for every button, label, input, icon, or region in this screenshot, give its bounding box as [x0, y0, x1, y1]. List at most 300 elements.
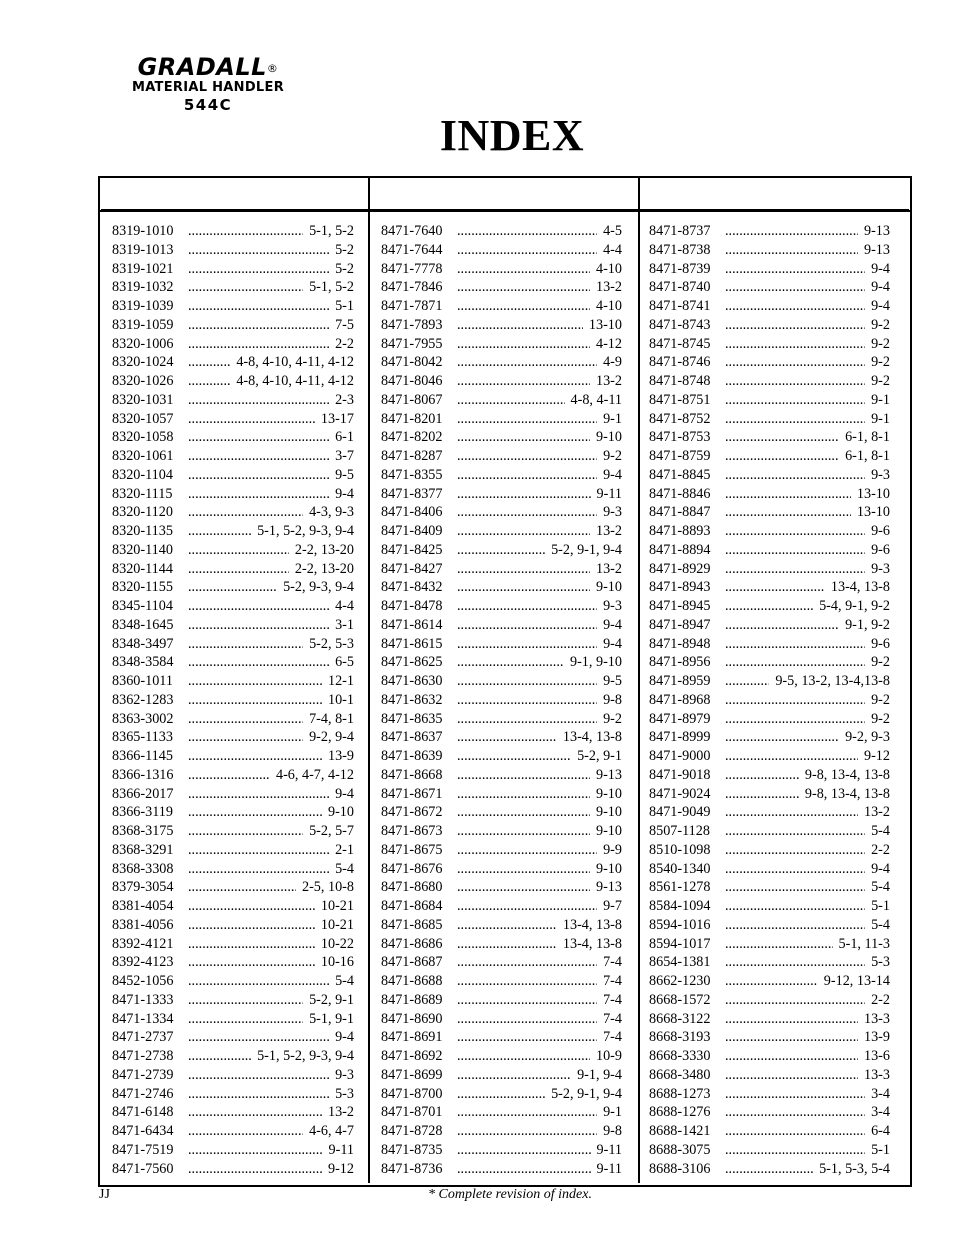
- page-references: 7-4: [600, 953, 622, 972]
- index-entry: [381, 372, 622, 391]
- part-number: 8471-2738: [112, 1048, 174, 1064]
- dot-leader: [188, 916, 315, 935]
- index-entry: [112, 728, 354, 747]
- dot-leader: [457, 297, 590, 316]
- index-entry: [649, 991, 890, 1010]
- part-number: 8381-4056: [112, 916, 174, 933]
- part-number: 8471-2739: [112, 1066, 174, 1083]
- dot-leader: [457, 447, 597, 466]
- page-references: 4-6, 4-7, 4-12: [273, 766, 354, 785]
- part-number: 8471-9018: [649, 766, 711, 783]
- index-entry: [381, 953, 622, 972]
- page-references: 9-2: [868, 653, 890, 672]
- index-entry: [112, 522, 354, 541]
- part-number: 8471-8377: [381, 485, 443, 502]
- index-entry: [381, 241, 622, 260]
- dot-leader: [725, 653, 865, 672]
- part-number: 8471-1333: [112, 991, 174, 1008]
- index-entry: [112, 616, 354, 635]
- part-number: 8471-8743: [649, 316, 711, 333]
- page-references: 9-3: [600, 503, 622, 522]
- page-references: 5-1: [868, 897, 890, 916]
- part-number: 8668-3193: [649, 1029, 711, 1046]
- dot-leader: [188, 1028, 329, 1047]
- dot-leader: [188, 241, 329, 260]
- part-number: 8688-3106: [649, 1160, 711, 1177]
- index-entry: [381, 410, 622, 429]
- page-references: 13-4, 13-8: [560, 935, 622, 954]
- part-number: 8688-1273: [649, 1085, 711, 1102]
- dot-leader: [457, 466, 597, 485]
- page-references: 9-2: [868, 691, 890, 710]
- dot-leader: [725, 1047, 858, 1066]
- page-references: 3-4: [868, 1085, 890, 1104]
- dot-leader: [457, 728, 557, 747]
- part-number: 8471-8738: [649, 241, 711, 258]
- part-number: 8320-1144: [112, 560, 173, 577]
- dot-leader: [457, 635, 597, 654]
- dot-leader: [457, 916, 557, 935]
- index-entry: [112, 278, 354, 297]
- part-number: 8471-8753: [649, 429, 711, 446]
- part-number: 8320-1026: [112, 373, 174, 389]
- part-number: 8471-8740: [649, 279, 711, 296]
- index-entry: [112, 410, 354, 429]
- index-entry: [381, 503, 622, 522]
- dot-leader: [457, 878, 590, 897]
- index-entry: [112, 766, 354, 785]
- page-references: 9-10: [593, 803, 622, 822]
- part-number: 8471-8635: [381, 710, 443, 727]
- dot-leader: [457, 391, 565, 410]
- part-number: 8594-1016: [649, 916, 711, 933]
- page-references: 5-2, 9-1, 9-4: [548, 541, 622, 560]
- page-references: 10-16: [318, 953, 354, 972]
- dot-leader: [188, 222, 303, 241]
- page-references: 5-2, 5-7: [306, 822, 354, 841]
- part-number: 8668-3480: [649, 1066, 711, 1083]
- index-entry: [112, 653, 354, 672]
- part-number: 8320-1120: [112, 504, 173, 521]
- dot-leader: [188, 616, 329, 635]
- dot-leader: [725, 541, 865, 560]
- part-number: 8471-8945: [649, 598, 711, 614]
- part-number: 8471-8478: [381, 598, 443, 614]
- page-references: 13-6: [861, 1047, 890, 1066]
- dot-leader: [457, 672, 597, 691]
- dot-leader: [725, 260, 865, 279]
- page-references: 9-12, 13-14: [821, 972, 890, 991]
- index-entry: [381, 466, 622, 485]
- index-entry: [649, 766, 890, 785]
- page-references: 13-2: [593, 522, 622, 541]
- dot-leader: [457, 841, 597, 860]
- dot-leader: [725, 916, 865, 935]
- index-entry: [649, 1085, 890, 1104]
- dot-leader: [725, 297, 865, 316]
- index-entry: [649, 1122, 890, 1141]
- part-number: 8471-8046: [381, 373, 443, 389]
- index-entry: [381, 1085, 622, 1104]
- column-divider: [638, 176, 640, 1183]
- index-entry: [649, 597, 890, 616]
- dot-leader: [457, 897, 597, 916]
- dot-leader: [188, 747, 322, 766]
- index-entry: [381, 841, 622, 860]
- part-number: 8471-8425: [381, 541, 443, 558]
- index-entry: [112, 503, 354, 522]
- index-entry: [381, 728, 622, 747]
- dot-leader: [188, 897, 315, 916]
- part-number: 8452-1056: [112, 973, 174, 989]
- part-number: 8471-6148: [112, 1104, 174, 1121]
- page-references: 9-10: [593, 428, 622, 447]
- index-entry: [649, 822, 890, 841]
- index-entry: [112, 1085, 354, 1104]
- dot-leader: [725, 822, 865, 841]
- dot-leader: [188, 466, 329, 485]
- page-references: 9-2: [868, 316, 890, 335]
- page-references: 2-2, 13-20: [292, 560, 354, 579]
- index-entry: [112, 578, 354, 597]
- index-entry: [649, 578, 890, 597]
- dot-leader: [457, 1047, 590, 1066]
- page-references: 9-3: [868, 466, 890, 485]
- page-references: 9-4: [332, 1028, 354, 1047]
- page-references: 9-2: [600, 447, 622, 466]
- index-entry: [649, 916, 890, 935]
- dot-leader: [725, 335, 865, 354]
- page-references: 9-2: [868, 335, 890, 354]
- page-references: 5-1, 9-1: [306, 1010, 354, 1029]
- part-number: 8471-8688: [381, 973, 443, 989]
- part-number: 8471-8672: [381, 804, 443, 821]
- index-entry: [112, 822, 354, 841]
- part-number: 8688-3075: [649, 1141, 711, 1158]
- part-number: 8368-3175: [112, 823, 174, 839]
- part-number: 8320-1058: [112, 429, 174, 446]
- part-number: 8471-8746: [649, 354, 711, 371]
- part-number: 8471-7893: [381, 316, 443, 333]
- index-entry: [112, 241, 354, 260]
- dot-leader: [188, 485, 329, 504]
- dot-leader: [457, 803, 590, 822]
- dot-leader: [725, 616, 839, 635]
- column-divider: [368, 176, 370, 1183]
- part-number: 8471-8675: [381, 841, 443, 858]
- dot-leader: [188, 1103, 322, 1122]
- dot-leader: [188, 1010, 303, 1029]
- index-entry: [381, 710, 622, 729]
- page-references: 7-4: [600, 972, 622, 991]
- dot-leader: [188, 728, 303, 747]
- index-entry: [381, 803, 622, 822]
- page-references: 5-3: [332, 1085, 354, 1104]
- page-references: 9-4: [600, 635, 622, 654]
- part-number: 8594-1017: [649, 935, 711, 952]
- page-references: 9-1, 9-10: [567, 653, 622, 672]
- part-number: 8471-8671: [381, 785, 443, 802]
- index-entry: [381, 522, 622, 541]
- part-number: 8471-8699: [381, 1066, 443, 1083]
- page-references: 9-4: [332, 785, 354, 804]
- dot-leader: [188, 1160, 322, 1179]
- index-entry: [112, 297, 354, 316]
- page-references: 2-2: [868, 991, 890, 1010]
- index-entry: [381, 428, 622, 447]
- dot-leader: [725, 747, 858, 766]
- page-references: 6-1, 8-1: [842, 428, 890, 447]
- index-entry: [381, 1010, 622, 1029]
- part-number: 8366-2017: [112, 785, 174, 802]
- index-entry: [112, 466, 354, 485]
- part-number: 8319-1032: [112, 279, 174, 296]
- page-references: 2-3: [332, 391, 354, 410]
- gradall-logo: [108, 54, 308, 114]
- dot-leader: [725, 278, 865, 297]
- part-number: 8471-8673: [381, 823, 443, 839]
- index-entry: [112, 597, 354, 616]
- index-entry: [649, 428, 890, 447]
- page-references: 9-5, 13-2, 13-4,13-8: [772, 672, 890, 691]
- dot-leader: [725, 316, 865, 335]
- index-entry: [112, 1122, 354, 1141]
- index-entry: [112, 972, 354, 991]
- dot-leader: [725, 935, 833, 954]
- page-references: 9-3: [868, 560, 890, 579]
- page-references: 9-2: [868, 353, 890, 372]
- page-references: 13-9: [325, 747, 354, 766]
- dot-leader: [188, 578, 277, 597]
- index-entry: [112, 935, 354, 954]
- index-entry: [112, 428, 354, 447]
- page-references: 9-1: [868, 391, 890, 410]
- page-references: 9-3: [600, 597, 622, 616]
- index-entry: [112, 222, 354, 241]
- index-entry: [381, 1028, 622, 1047]
- dot-leader: [188, 353, 230, 372]
- part-number: 8471-8355: [381, 466, 443, 483]
- page-references: 13-4, 13-8: [828, 578, 890, 597]
- index-entry: [649, 1141, 890, 1160]
- index-entry: [381, 560, 622, 579]
- index-entry: [381, 935, 622, 954]
- index-entry: [381, 672, 622, 691]
- dot-leader: [188, 1066, 329, 1085]
- page-references: 13-4, 13-8: [560, 916, 622, 935]
- dot-leader: [457, 691, 597, 710]
- dot-leader: [725, 1066, 858, 1085]
- dot-leader: [725, 428, 839, 447]
- part-number: 8471-8689: [381, 991, 443, 1008]
- index-entry: [381, 1141, 622, 1160]
- dot-leader: [457, 1010, 597, 1029]
- page-references: 9-3: [332, 1066, 354, 1085]
- dot-leader: [457, 428, 590, 447]
- page-references: 9-2: [600, 710, 622, 729]
- part-number: 8471-8741: [649, 298, 711, 314]
- part-number: 8471-8692: [381, 1048, 443, 1064]
- dot-leader: [457, 747, 571, 766]
- dot-leader: [457, 578, 590, 597]
- page-references: 5-4, 9-1, 9-2: [816, 597, 890, 616]
- index-entry: [112, 260, 354, 279]
- part-number: 8471-8752: [649, 410, 711, 427]
- dot-leader: [188, 316, 329, 335]
- page-references: 9-10: [325, 803, 354, 822]
- dot-leader: [188, 1085, 329, 1104]
- index-entry: [112, 953, 354, 972]
- index-entry: [112, 860, 354, 879]
- dot-leader: [725, 672, 769, 691]
- index-entry: [112, 710, 354, 729]
- dot-leader: [725, 860, 865, 879]
- page-references: 6-1, 8-1: [842, 447, 890, 466]
- part-number: 8320-1031: [112, 391, 174, 408]
- part-number: 8471-8847: [649, 504, 711, 521]
- page-references: 13-9: [861, 1028, 890, 1047]
- page-references: 9-7: [600, 897, 622, 916]
- dot-leader: [725, 1141, 865, 1160]
- part-number: 8471-1334: [112, 1010, 174, 1027]
- page-references: 9-2, 9-3: [842, 728, 890, 747]
- index-entry: [649, 391, 890, 410]
- page-title: INDEX: [439, 111, 585, 160]
- part-number: 8471-8684: [381, 898, 443, 914]
- dot-leader: [725, 803, 858, 822]
- index-entry: [381, 1122, 622, 1141]
- index-entry: [381, 822, 622, 841]
- dot-leader: [188, 878, 296, 897]
- index-entry: [381, 447, 622, 466]
- dot-leader: [188, 953, 315, 972]
- page-references: 9-5: [600, 672, 622, 691]
- dot-leader: [725, 766, 799, 785]
- index-entry: [112, 560, 354, 579]
- dot-leader: [725, 1028, 858, 1047]
- part-number: 8362-1283: [112, 691, 174, 708]
- index-entry: [649, 222, 890, 241]
- part-number: 8471-8735: [381, 1141, 443, 1158]
- dot-leader: [457, 653, 564, 672]
- page-references: 4-5: [600, 222, 622, 241]
- part-number: 8471-8929: [649, 560, 711, 577]
- dot-leader: [725, 372, 865, 391]
- index-entry: [381, 916, 622, 935]
- part-number: 8471-7640: [381, 223, 443, 239]
- registered-mark: ®: [266, 62, 279, 75]
- index-entry: [649, 935, 890, 954]
- index-entry: [649, 953, 890, 972]
- dot-leader: [457, 503, 597, 522]
- part-number: 8561-1278: [649, 879, 711, 896]
- page-references: 9-13: [861, 241, 890, 260]
- part-number: 8471-7519: [112, 1141, 174, 1158]
- dot-leader: [188, 635, 303, 654]
- part-number: 8471-8751: [649, 391, 711, 408]
- index-entry: [649, 466, 890, 485]
- index-entry: [649, 803, 890, 822]
- page-references: 9-10: [593, 785, 622, 804]
- dot-leader: [725, 447, 839, 466]
- page-references: 5-2, 9-1: [574, 747, 622, 766]
- dot-leader: [188, 428, 329, 447]
- part-number: 8366-1145: [112, 748, 173, 764]
- part-number: 8320-1104: [112, 466, 173, 483]
- dot-leader: [188, 560, 289, 579]
- header-divider: [101, 209, 909, 214]
- dot-leader: [457, 953, 597, 972]
- index-entry: [649, 297, 890, 316]
- part-number: 8471-8739: [649, 260, 711, 277]
- index-entry: [381, 878, 622, 897]
- index-column-1: [112, 222, 354, 1178]
- page-references: 6-5: [332, 653, 354, 672]
- part-number: 8471-8427: [381, 560, 443, 577]
- dot-leader: [725, 222, 858, 241]
- part-number: 8471-8948: [649, 635, 711, 652]
- index-entry: [112, 803, 354, 822]
- dot-leader: [725, 410, 865, 429]
- part-number: 8654-1381: [649, 954, 711, 971]
- page-references: 7-5: [332, 316, 354, 335]
- page-references: 10-9: [593, 1047, 622, 1066]
- part-number: 8471-6434: [112, 1123, 174, 1139]
- dot-leader: [725, 353, 865, 372]
- index-entry: [649, 785, 890, 804]
- page-references: 7-4: [600, 991, 622, 1010]
- index-entry: [381, 897, 622, 916]
- page-references: 5-4: [868, 822, 890, 841]
- part-number: 8471-8630: [381, 673, 443, 689]
- page-references: 5-1, 5-2, 9-3, 9-4: [254, 1047, 354, 1066]
- part-number: 8392-4123: [112, 954, 174, 971]
- page-references: 7-4: [600, 1028, 622, 1047]
- index-entry: [112, 878, 354, 897]
- dot-leader: [725, 635, 865, 654]
- part-number: 8360-1011: [112, 673, 173, 689]
- dot-leader: [457, 822, 590, 841]
- part-number: 8662-1230: [649, 973, 711, 989]
- part-number: 8471-8736: [381, 1160, 443, 1177]
- page-references: 4-9: [600, 353, 622, 372]
- index-entry: [649, 1103, 890, 1122]
- page-references: 9-4: [600, 466, 622, 485]
- page-references: 13-10: [854, 503, 890, 522]
- page-references: 5-4: [868, 916, 890, 935]
- index-entry: [381, 691, 622, 710]
- dot-leader: [188, 672, 322, 691]
- index-entry: [112, 447, 354, 466]
- dot-leader: [188, 522, 251, 541]
- part-number: 8471-8979: [649, 710, 711, 727]
- page-references: 9-1: [868, 410, 890, 429]
- index-entry: [381, 222, 622, 241]
- part-number: 8668-1572: [649, 991, 711, 1008]
- dot-leader: [188, 991, 303, 1010]
- index-entry: [649, 860, 890, 879]
- dot-leader: [188, 410, 315, 429]
- part-number: 8471-8632: [381, 691, 443, 708]
- index-entry: [649, 410, 890, 429]
- page-references: 9-1, 9-2: [842, 616, 890, 635]
- index-entry: [649, 728, 890, 747]
- index-entry: [381, 316, 622, 335]
- page-references: 13-2: [593, 278, 622, 297]
- page-references: 5-3: [868, 953, 890, 972]
- part-number: 8320-1155: [112, 579, 173, 596]
- dot-leader: [457, 522, 590, 541]
